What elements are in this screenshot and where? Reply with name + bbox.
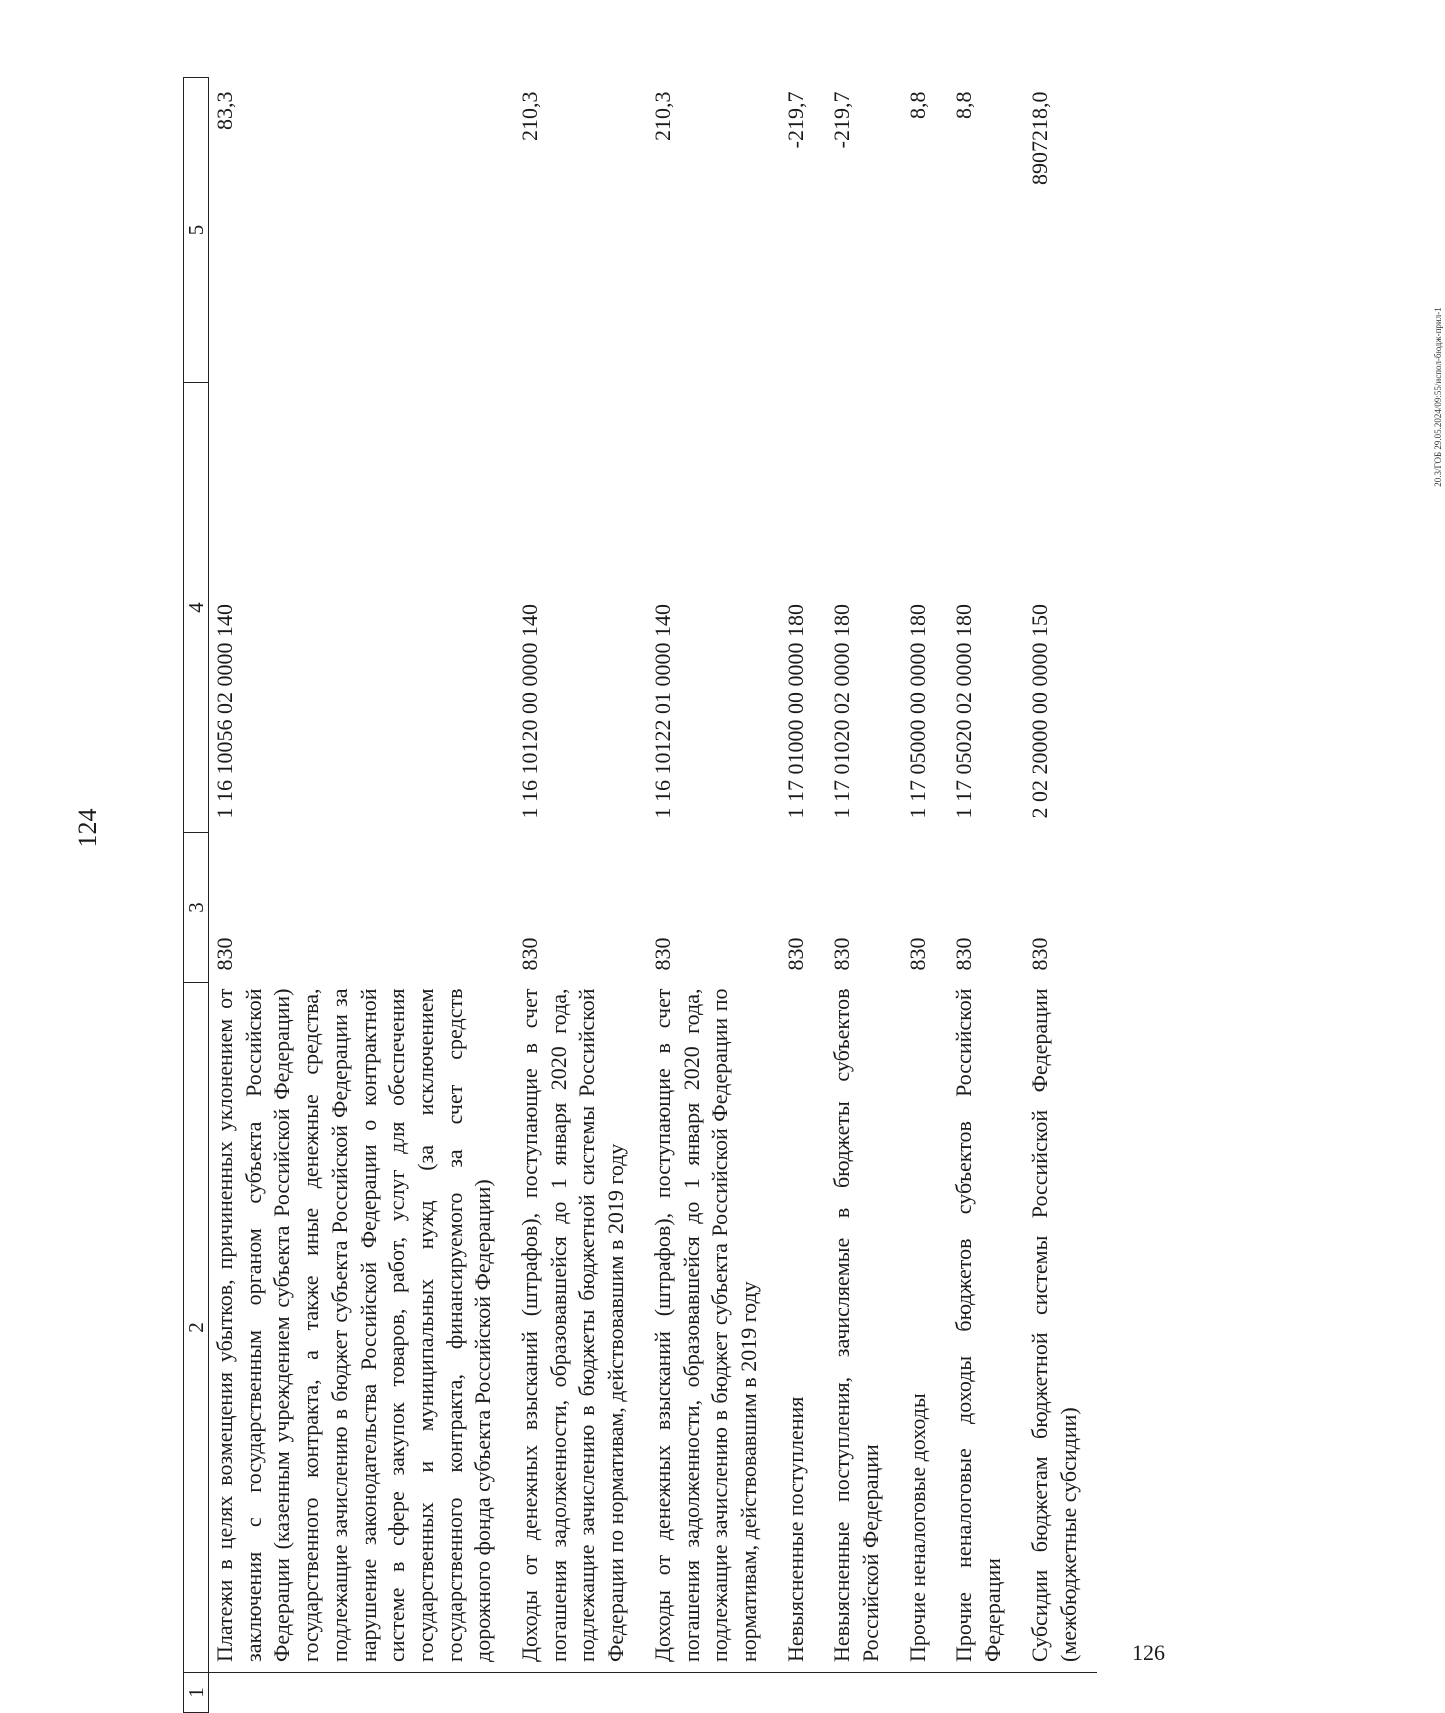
budget-code-cell: 2 02 20000 00 0000 150 <box>1026 604 1052 819</box>
table-row <box>946 78 1021 1713</box>
table-row <box>778 78 825 1713</box>
budget-code-cell: 1 16 10122 01 0000 140 <box>649 604 675 819</box>
amount-cell: 8907218,0 <box>1026 91 1052 185</box>
description-cell: Доходы от денежных взысканий (штрафов), поступающие в счет погашения задолженности, образовавшейся до 1 января 2020 года, подлежащие зачислению в бюджеты бюджетной системы Российской Федерации по нормативам, действовавшим в 2019 году <box>512 983 645 1673</box>
admin-code-cell: 830 <box>782 937 808 971</box>
amount-cell: -219,7 <box>782 91 808 149</box>
admin-code-cell: 830 <box>517 937 543 971</box>
column-header-4: 4 <box>184 383 209 833</box>
page-number-bottom: 126 <box>1132 1640 1165 1665</box>
amount-cell: 83,3 <box>212 91 237 130</box>
admin-code-cell: 830 <box>904 937 930 971</box>
amount-cell: 210,3 <box>649 91 675 141</box>
column-header-1: 1 <box>184 1673 209 1713</box>
row-number-cell <box>824 1673 899 1713</box>
budget-code-cell: 1 17 01000 00 0000 180 <box>782 604 808 819</box>
row-number-cell <box>645 1673 778 1713</box>
column-header-2: 2 <box>184 983 209 1673</box>
table-row <box>1022 78 1097 1713</box>
row-number-cell <box>946 1673 1021 1713</box>
row-number-cell <box>900 1673 947 1713</box>
budget-code-cell: 1 17 05000 00 0000 180 <box>904 604 930 819</box>
description-cell: Невыясненные поступления <box>778 983 825 1673</box>
budget-code-cell: 1 17 05020 02 0000 180 <box>951 604 977 819</box>
admin-code-cell: 830 <box>951 937 977 971</box>
column-header-5: 5 <box>184 78 209 383</box>
table-row <box>209 78 513 1713</box>
amount-cell: 210,3 <box>517 91 543 141</box>
row-number-cell <box>512 1673 645 1713</box>
table-row <box>900 78 947 1713</box>
description-cell: Прочие неналоговые доходы <box>900 983 947 1673</box>
budget-table-container <box>183 78 1183 1713</box>
admin-code-cell: 830 <box>649 937 675 971</box>
amount-cell: 8,8 <box>951 91 977 119</box>
description-cell: Субсидии бюджетам бюджетной системы Российской Федерации (межбюджетные субсидии) <box>1022 983 1097 1673</box>
description-cell: Доходы от денежных взысканий (штрафов), поступающие в счет погашения задолженности, образовавшейся до 1 января 2020 года, подлежащие зачислению в бюджет субъекта Российской Федерации по нормативам, действовавшим в 2019 году <box>645 983 778 1673</box>
amount-cell: 8,8 <box>904 91 930 119</box>
document-footer-code: 20.3/ГОБ 29.05.2024/09:55/испол-бюдж-прил-1 <box>1433 307 1443 487</box>
admin-code-cell: 830 <box>829 937 855 971</box>
table-header-row <box>184 78 209 1713</box>
description-cell: Невыясненные поступления, зачисляемые в бюджеты субъектов Российской Федерации <box>824 983 899 1673</box>
budget-code-cell: 1 17 01020 02 0000 180 <box>829 604 855 819</box>
budget-code-cell: 1 16 10056 02 0000 140 <box>212 604 237 819</box>
table-row <box>824 78 899 1713</box>
admin-code-cell: 830 <box>1026 937 1052 971</box>
description-cell: Платежи в целях возмещения убытков, причиненных уклонением от заключения с государственным органом субъекта Российской Федерации (казенным учреждением субъекта Российской Федерации) государственного контракта, а также иные денежные средства, подлежащие зачислению в бюджет субъекта Российской Федерации за нарушение законодательства Российской Федерации о контрактной системе в сфере закупок товаров, работ, услуг для обеспечения государственных и муниципальных нужд (за исключением государственного контракта, финансируемого за счет средств дорожного фонда субъекта Российской Федерации) <box>209 983 513 1673</box>
table-row <box>512 78 645 1713</box>
description-cell: Прочие неналоговые доходы бюджетов субъектов Российской Федерации <box>946 983 1021 1673</box>
admin-code-cell: 830 <box>212 937 237 971</box>
row-number-cell <box>778 1673 825 1713</box>
budget-code-cell: 1 16 10120 00 0000 140 <box>517 604 543 819</box>
table-row <box>645 78 778 1713</box>
column-header-3: 3 <box>184 833 209 983</box>
row-number-cell <box>1022 1673 1097 1713</box>
budget-revenue-table <box>183 77 1097 1713</box>
row-number-cell <box>209 1673 513 1713</box>
amount-cell: -219,7 <box>829 91 855 149</box>
page-number-top: 124 <box>73 808 102 848</box>
